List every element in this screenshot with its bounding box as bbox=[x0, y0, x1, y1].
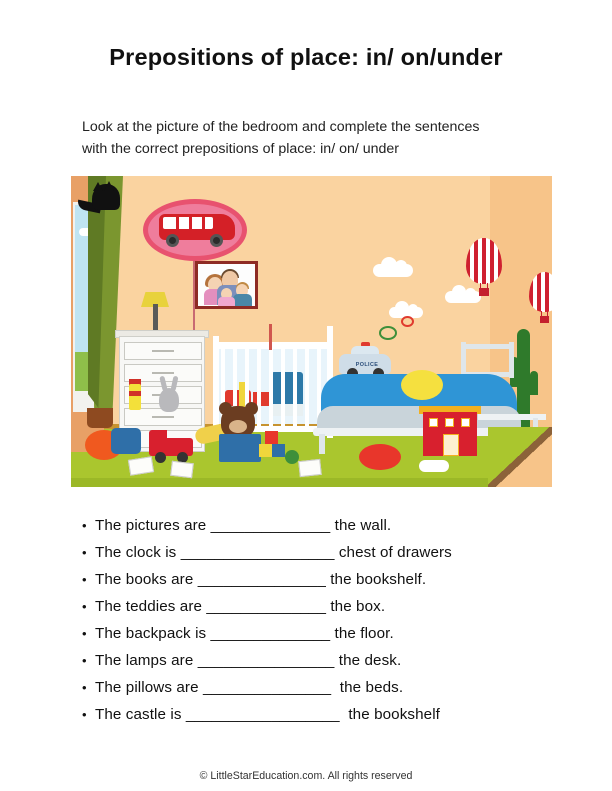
question-item bbox=[82, 707, 582, 734]
cat-ear-left bbox=[93, 182, 103, 191]
bus-window-divider bbox=[202, 217, 205, 229]
toy-box bbox=[219, 434, 261, 462]
bullet-icon: • bbox=[82, 707, 87, 722]
firehouse-door bbox=[443, 434, 459, 456]
bus-wheel bbox=[210, 234, 223, 247]
wall-scribble bbox=[379, 326, 397, 340]
instructions bbox=[82, 116, 568, 160]
police-car-label: POLICE bbox=[355, 362, 379, 368]
family-photo-frame bbox=[195, 261, 258, 309]
ball-green bbox=[285, 450, 299, 464]
bone-toy bbox=[419, 460, 449, 472]
crib-blanket-hem bbox=[271, 404, 303, 416]
book-on-floor bbox=[298, 459, 322, 477]
question-text[interactable]: The teddies are ______________ the box. bbox=[95, 598, 386, 615]
toy-block bbox=[272, 444, 285, 457]
toy-block bbox=[259, 444, 272, 457]
question-item bbox=[82, 518, 582, 545]
floor-corner bbox=[488, 427, 552, 487]
page-title: Prepositions of place: in/ on/under bbox=[109, 44, 503, 70]
question-text[interactable]: The lamps are ________________ the desk. bbox=[95, 652, 402, 669]
crib-rail bbox=[215, 342, 333, 349]
bullet-icon: • bbox=[82, 572, 87, 587]
bus-windows bbox=[163, 217, 213, 229]
fire-truck-wheel bbox=[155, 452, 166, 463]
bottle-icon bbox=[129, 384, 141, 410]
family-photo bbox=[198, 264, 255, 306]
question-text[interactable]: The clock is __________________ chest of drawers bbox=[95, 544, 452, 561]
wall-scribble bbox=[401, 316, 414, 327]
instructions-line-1: Look at the picture of the bedroom and complete the sentences bbox=[82, 119, 480, 135]
cloud-icon bbox=[445, 291, 481, 303]
question-item bbox=[82, 599, 582, 626]
bullet-icon: • bbox=[82, 626, 87, 641]
question-item bbox=[82, 626, 582, 653]
question-item bbox=[82, 545, 582, 572]
lamp-icon bbox=[153, 304, 158, 332]
bookshelf-side bbox=[461, 342, 466, 378]
questions-list bbox=[82, 518, 582, 734]
question-text[interactable]: The books are _______________ the bookshelf. bbox=[95, 571, 427, 588]
basket bbox=[87, 408, 113, 428]
question-item bbox=[82, 572, 582, 599]
question-item bbox=[82, 680, 582, 707]
question-text[interactable]: The backpack is ______________ the floor. bbox=[95, 625, 394, 642]
crib-post bbox=[213, 336, 219, 436]
bullet-icon: • bbox=[82, 653, 87, 668]
teddy-muzzle bbox=[229, 420, 247, 433]
pillow-red bbox=[359, 444, 401, 470]
bed-leg bbox=[319, 434, 325, 454]
balloon-basket bbox=[479, 288, 489, 296]
bookshelf-side bbox=[509, 342, 514, 378]
bedroom-illustration bbox=[71, 176, 552, 487]
cactus-arm bbox=[530, 371, 538, 395]
bullet-icon: • bbox=[82, 680, 87, 695]
pillow-yellow bbox=[401, 370, 443, 400]
toy-block bbox=[265, 431, 278, 444]
floor-strip bbox=[71, 478, 552, 487]
question-text[interactable]: The castle is __________________ the bookshelf bbox=[95, 706, 440, 723]
crib-mobile bbox=[269, 324, 272, 350]
footer-copyright: © LittleStarEducation.com. All rights reserved bbox=[199, 770, 413, 782]
backpack-icon bbox=[111, 428, 141, 454]
bus-wheel bbox=[166, 234, 179, 247]
hot-air-balloon-icon bbox=[466, 238, 502, 284]
bunny-toy-icon bbox=[159, 388, 179, 412]
cat-ear-right bbox=[104, 181, 114, 191]
bullet-icon: • bbox=[82, 518, 87, 533]
bookshelf-shelf bbox=[462, 344, 514, 349]
balloon-basket bbox=[540, 316, 549, 323]
instructions-line-2: with the correct prepositions of place: in/ on/ under bbox=[82, 141, 400, 157]
bottle-label bbox=[129, 391, 141, 396]
bus-window-divider bbox=[189, 217, 192, 229]
book-on-floor bbox=[170, 461, 194, 479]
question-text[interactable]: The pictures are ______________ the wall. bbox=[95, 517, 392, 534]
question-text[interactable]: The pillows are _______________ the beds. bbox=[95, 679, 404, 696]
question-item bbox=[82, 653, 582, 680]
bus-window-divider bbox=[176, 217, 179, 229]
bullet-icon: • bbox=[82, 545, 87, 560]
cloud-icon bbox=[373, 264, 413, 277]
bullet-icon: • bbox=[82, 599, 87, 614]
